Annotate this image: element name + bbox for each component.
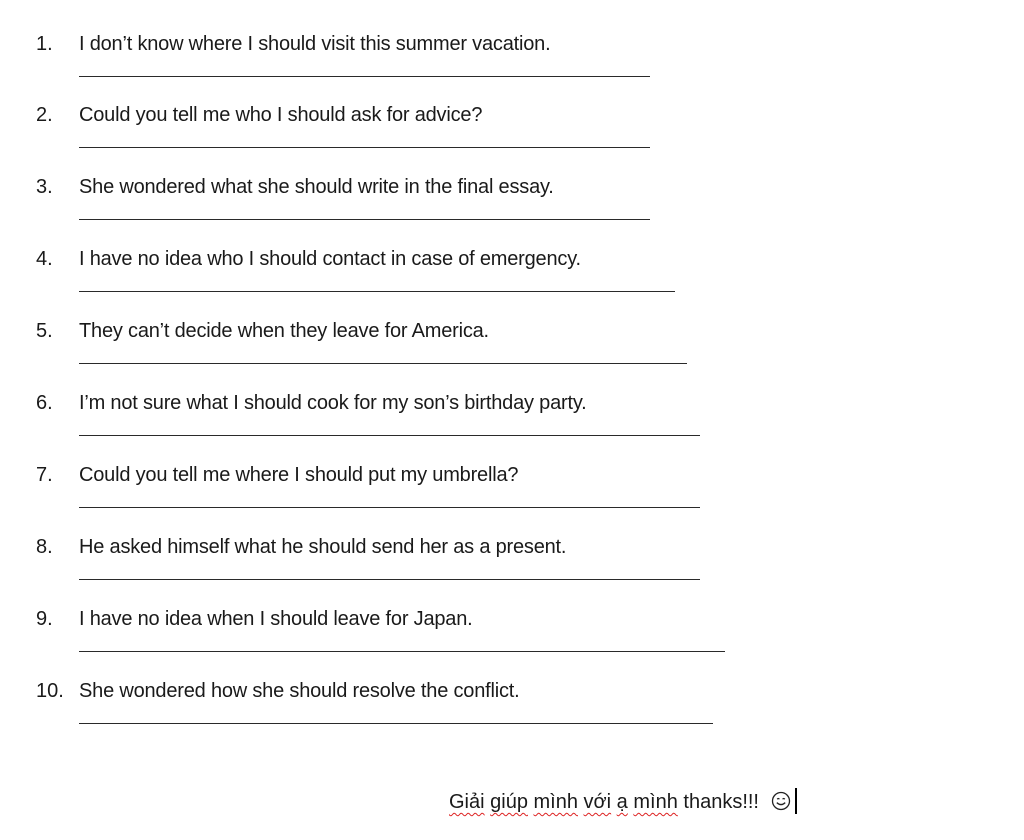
exercise-sentence: I’m not sure what I should cook for my son’s birthday party. xyxy=(79,392,587,414)
exercise-sentence: She wondered what she should write in the final essay. xyxy=(79,176,554,198)
answer-line[interactable] xyxy=(79,579,700,580)
exercise-number: 9. xyxy=(36,608,53,630)
answer-line[interactable] xyxy=(79,291,675,292)
exercise-item-7 xyxy=(0,462,1024,534)
exercise-item-5 xyxy=(0,318,1024,390)
exercise-sentence: Could you tell me where I should put my umbrella? xyxy=(79,464,519,486)
answer-line[interactable] xyxy=(79,219,650,220)
footer-note[interactable] xyxy=(449,788,797,816)
footer-word: thanks!!! xyxy=(683,791,759,813)
exercise-item-6 xyxy=(0,390,1024,462)
exercise-number: 8. xyxy=(36,536,53,558)
exercise-number: 3. xyxy=(36,176,53,198)
exercise-sentence: He asked himself what he should send her as a present. xyxy=(79,536,567,558)
answer-line[interactable] xyxy=(79,363,687,364)
footer-word: Giải xyxy=(449,791,485,813)
exercise-number: 10. xyxy=(36,680,64,702)
exercise-number: 6. xyxy=(36,392,53,414)
exercise-sentence: She wondered how she should resolve the conflict. xyxy=(79,680,520,702)
exercise-sentence: I have no idea who I should contact in case of emergency. xyxy=(79,248,581,270)
exercise-item-4 xyxy=(0,246,1024,318)
exercise-number: 2. xyxy=(36,104,53,126)
exercise-item-10 xyxy=(0,678,1024,750)
answer-line[interactable] xyxy=(79,507,700,508)
answer-line[interactable] xyxy=(79,723,713,724)
exercise-sentence: I have no idea when I should leave for Japan. xyxy=(79,608,473,630)
exercise-number: 1. xyxy=(36,33,53,55)
exercise-sentence: Could you tell me who I should ask for advice? xyxy=(79,104,483,126)
answer-line[interactable] xyxy=(79,651,725,652)
exercise-number: 7. xyxy=(36,464,53,486)
answer-line[interactable] xyxy=(79,147,650,148)
footer-word: ạ xyxy=(616,791,628,813)
answer-line[interactable] xyxy=(79,76,650,77)
exercise-item-8 xyxy=(0,534,1024,606)
exercise-sentence: They can’t decide when they leave for America. xyxy=(79,320,489,342)
footer-word: mình xyxy=(633,791,678,813)
footer-word: giúp xyxy=(490,791,528,813)
exercise-item-1 xyxy=(0,31,1024,103)
exercise-number: 4. xyxy=(36,248,53,270)
smiley-icon xyxy=(771,791,791,811)
exercise-item-2 xyxy=(0,102,1024,174)
exercise-number: 5. xyxy=(36,320,53,342)
exercise-item-9 xyxy=(0,606,1024,678)
exercise-sentence: I don’t know where I should visit this summer vacation. xyxy=(79,33,551,55)
footer-word: mình xyxy=(533,791,578,813)
footer-word: với xyxy=(583,791,612,813)
text-cursor xyxy=(795,788,797,814)
answer-line[interactable] xyxy=(79,435,700,436)
exercise-item-3 xyxy=(0,174,1024,246)
